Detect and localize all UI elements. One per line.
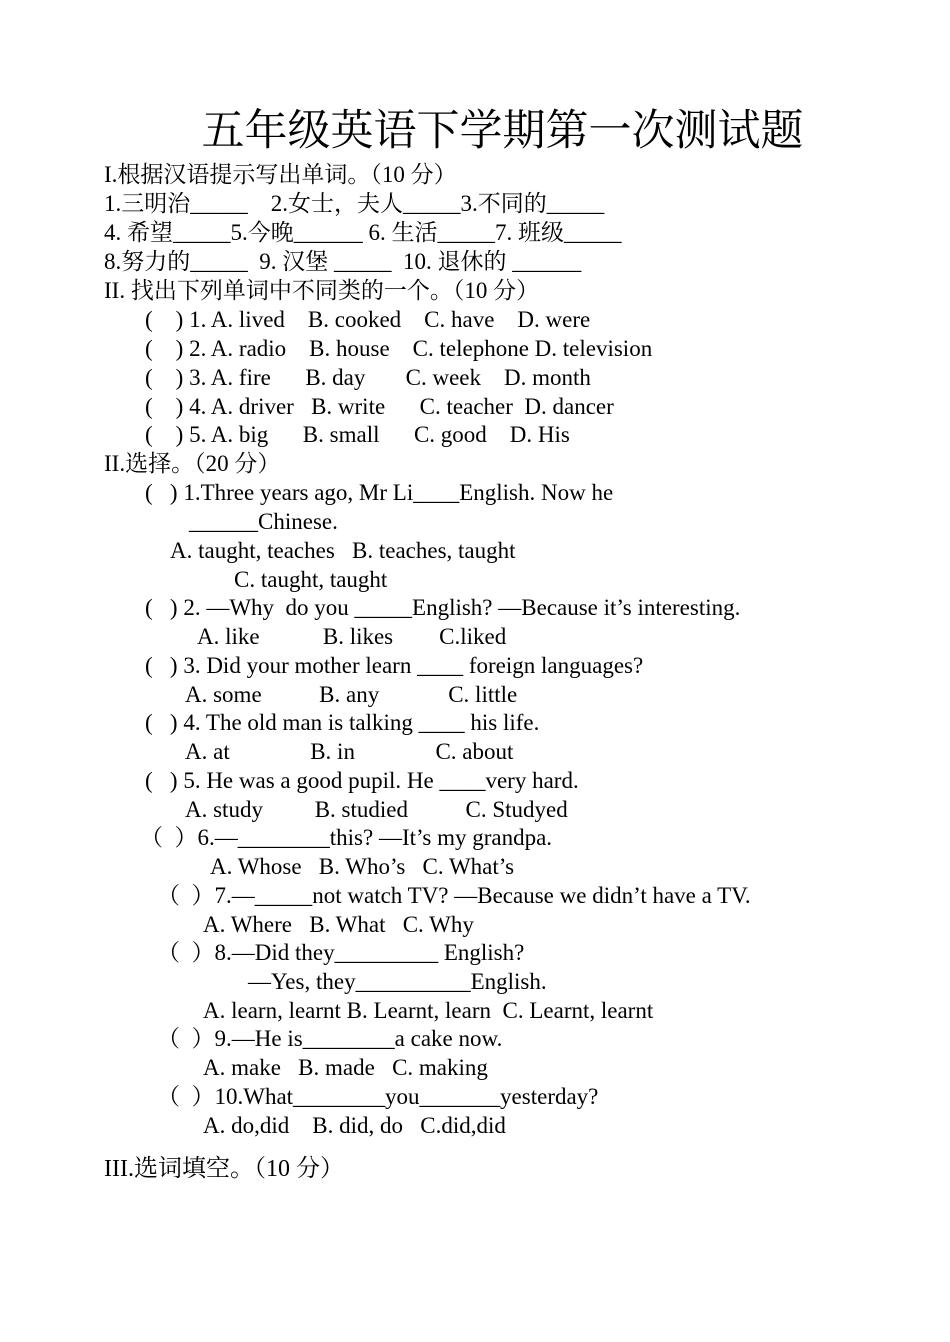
section3-options: A. Where B. What C. Why — [203, 912, 474, 937]
section3-options: A. make B. made C. making — [203, 1055, 488, 1080]
section3-question: （ ）9.—He is________a cake now. — [157, 1026, 503, 1051]
section2-heading: II. 找出下列单词中不同类的一个。（10 分） — [104, 278, 540, 303]
section3-options: A. do,did B. did, do C.did,did — [203, 1113, 506, 1138]
section2-question: ( ) 2. A. radio B. house C. telephone D. television — [145, 336, 653, 361]
section3-options: A. at B. in C. about — [185, 739, 514, 764]
section1-line: 4. 希望_____5.今晚______ 6. 生活_____7. 班级_____ — [104, 220, 622, 245]
section2-question: ( ) 3. A. fire B. day C. week D. month — [145, 365, 591, 390]
section3-question-cont: ______Chinese. — [189, 509, 338, 534]
section3-question: ( ) 5. He was a good pupil. He ____very hard. — [145, 768, 579, 793]
section2-question: ( ) 1. A. lived B. cooked C. have D. were — [145, 307, 591, 332]
section3-question: ( ) 4. The old man is talking ____ his life. — [145, 710, 540, 735]
section3-options: C. taught, taught — [234, 567, 388, 592]
section1-line: 8.努力的_____ 9. 汉堡 _____ 10. 退休的 ______ — [104, 249, 582, 274]
section3-question: ( ) 3. Did your mother learn ____ foreign languages? — [145, 653, 644, 678]
section3-question: （ ）8.—Did they_________ English? — [157, 940, 525, 965]
page-title: 五年级英语下学期第一次测试题 — [201, 108, 804, 155]
section3-options: A. Whose B. Who’s C. What’s — [210, 854, 515, 879]
section3-question-cont: —Yes, they__________English. — [248, 969, 547, 994]
section1-heading: I.根据汉语提示写出单词。（10 分） — [104, 162, 457, 187]
section3-options: A. learn, learnt B. Learnt, learn C. Learnt, learnt — [203, 998, 654, 1023]
section2-question: ( ) 4. A. driver B. write C. teacher D. dancer — [145, 394, 614, 419]
section4-heading: III.选词填空。（10 分） — [104, 1156, 344, 1182]
section3-options: A. some B. any C. little — [185, 682, 518, 707]
section3-question: （ ）6.—________this? —It’s my grandpa. — [140, 825, 553, 850]
section3-question: （ ）10.What________you_______yesterday? — [157, 1084, 599, 1109]
section3-options: A. taught, teaches B. teaches, taught — [170, 538, 516, 563]
section3-options: A. like B. likes C.liked — [197, 624, 507, 649]
section3-question: ( ) 2. —Why do you _____English? —Because it’s interesting. — [145, 595, 741, 620]
section3-heading: II.选择。（20 分） — [104, 451, 281, 476]
section3-options: A. study B. studied C. Studyed — [185, 797, 568, 822]
section3-question: ( ) 1.Three years ago, Mr Li____English. Now he — [145, 480, 614, 505]
section1-line: 1.三明治_____ 2.女士，夫人_____3.不同的_____ — [104, 191, 605, 216]
section2-question: ( ) 5. A. big B. small C. good D. His — [145, 422, 570, 447]
section3-question: （ ）7.—_____not watch TV? —Because we didn’t have a TV. — [157, 883, 751, 908]
